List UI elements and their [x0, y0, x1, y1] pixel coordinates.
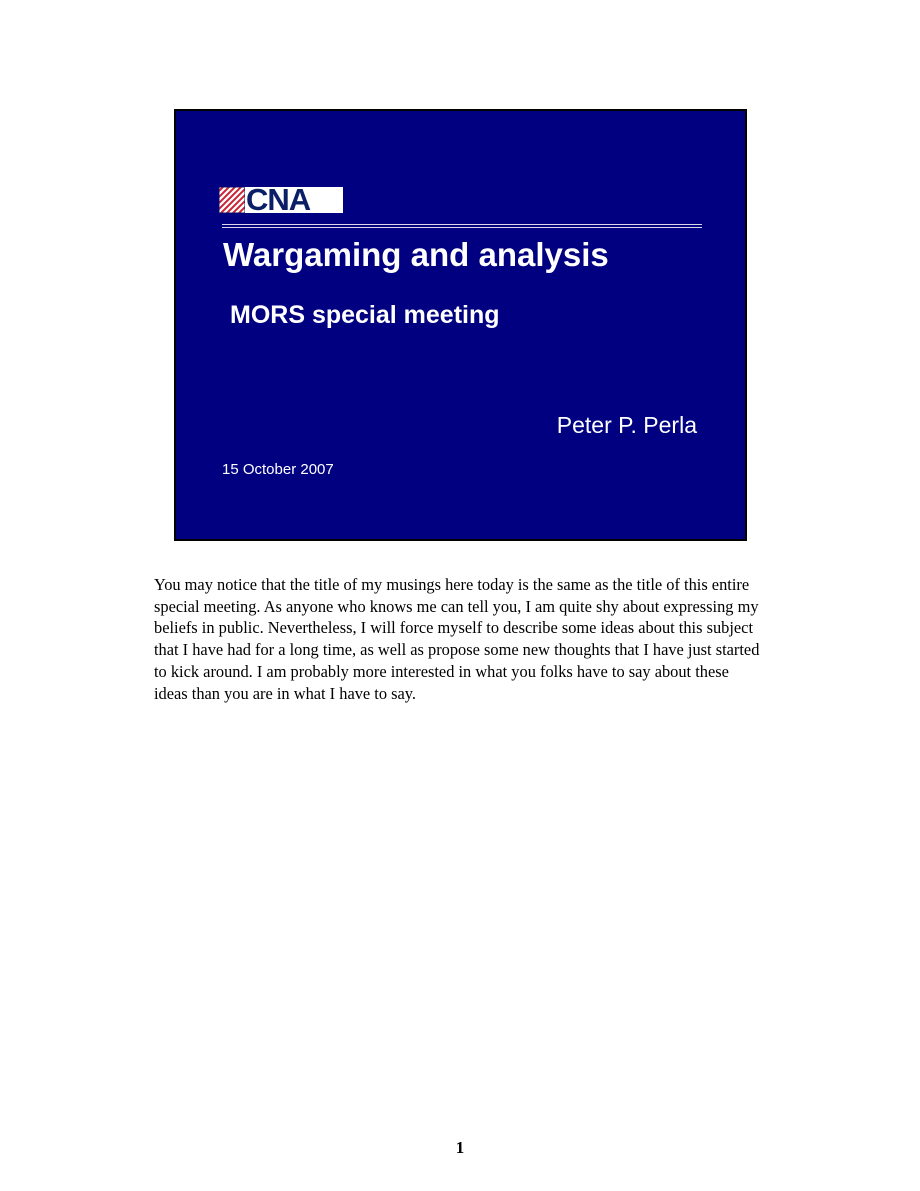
logo-wordmark: CNA — [246, 182, 311, 217]
title-slide — [174, 109, 747, 541]
title-divider — [222, 224, 702, 225]
body-paragraph: You may notice that the title of my musings here today is the same as the title of this entire special meeting. As anyone who knows me can tell you, I am quite shy about expressing my beliefs in public. Nevertheless, I will force myself to describe some ideas about this subject that I have had for a long time, as well as propose some new thoughts that I have just started to kick around. I am probably more interested in what you folks have to say about these ideas than you are in what I have to say. — [154, 575, 760, 703]
page-number: 1 — [455, 1138, 465, 1157]
slide-subtitle: MORS special meeting — [230, 301, 500, 329]
title-divider-second — [222, 227, 702, 228]
cna-logo — [219, 182, 343, 217]
cna-logo-stripes-icon — [219, 187, 245, 213]
slide-author: Peter P. Perla — [556, 412, 697, 438]
slide-title: Wargaming and analysis — [223, 236, 609, 273]
slide-date: 15 October 2007 — [222, 461, 334, 478]
